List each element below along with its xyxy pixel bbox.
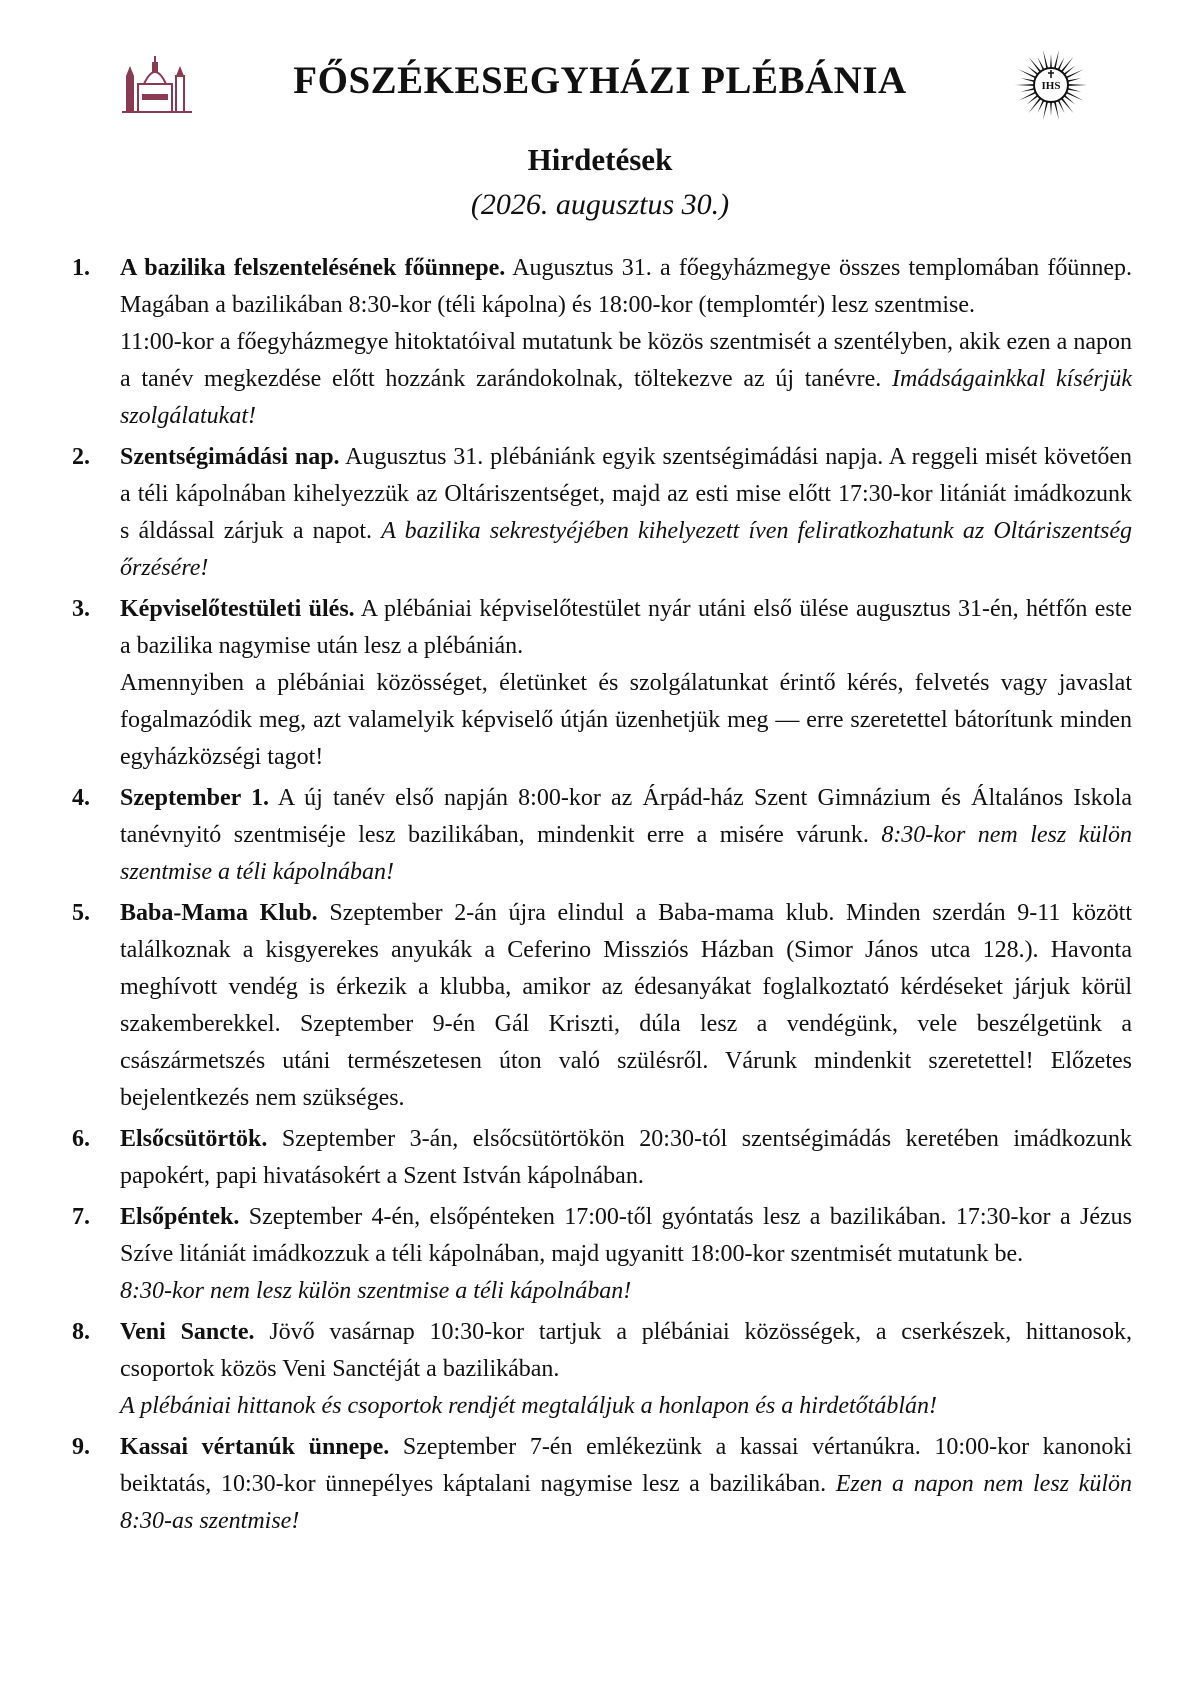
- sunburst-ray: [1029, 97, 1042, 113]
- list-item: [72, 1429, 1132, 1540]
- page-subtitle: Hirdetések: [527, 142, 673, 177]
- item-number: 2.: [72, 444, 90, 470]
- item-number: 4.: [72, 785, 90, 811]
- item-text: A új tanév első napján 8:00-kor az Árpád-ház Szent Gimnázium és Általános Iskola tanévnyitó szentmiséje lesz bazilikában, mindenkit erre a misére várunk.: [120, 785, 1132, 848]
- ihs-monogram: IHS: [1041, 80, 1061, 92]
- item-number: 5.: [72, 900, 90, 926]
- item-note: A bazilika sekrestyéjében kihelyezett íven feliratkozhatunk az Oltáriszentség őrzésére!: [120, 518, 1133, 581]
- item-number: 6.: [72, 1126, 90, 1152]
- item-note: A plébániai hittanok és csoportok rendjét megtaláljuk a honlapon és a hirdetőtáblán!: [120, 1393, 938, 1419]
- item-number: 8.: [72, 1319, 90, 1345]
- sunburst-ray: [1019, 91, 1037, 101]
- sunburst-ray: [1015, 84, 1035, 86]
- item-title: Kassai vértanúk ünnepe.: [120, 1434, 390, 1460]
- sunburst-ray: [1054, 50, 1059, 70]
- item-note: Imádságainkkal kísérjük szolgálatukat!: [120, 366, 1132, 429]
- sunburst-ray: [1060, 97, 1073, 113]
- sunburst-ray: [1019, 69, 1037, 79]
- list-item: [72, 780, 1132, 891]
- item-text: Augusztus 31. a főegyházmegye összes templomában főünnep. Magában a bazilikában 8:30-kor (téli kápolna) és 18:00-kor (templomtér) lesz szentmise.: [120, 255, 1133, 318]
- page-header: [0, 48, 1200, 128]
- list-item: [72, 1314, 1132, 1425]
- item-note: 8:30-kor nem lesz külön szentmise a téli kápolnában!: [120, 822, 1133, 885]
- sunburst-ray: [1065, 91, 1083, 101]
- item-text: Augusztus 31. plébániánk egyik szentségimádási napja. A reggeli misét követően a téli kápolnában kihelyezzük az Oltáriszentséget, majd az esti mise előtt 17:30-kor litániát imádkozunk s áldással zárjuk a napot.: [120, 444, 1132, 544]
- sunburst-ray: [1067, 84, 1087, 86]
- list-item: [72, 591, 1132, 776]
- item-note: Ezen a napon nem lesz külön 8:30-as szentmise!: [120, 1471, 1132, 1534]
- list-item: [72, 1199, 1132, 1310]
- item-title: Szeptember 1.: [120, 785, 270, 811]
- sunburst-ray: [1060, 57, 1073, 73]
- page-title: FŐSZÉKESEGYHÁZI PLÉBÁNIA: [293, 59, 907, 102]
- item-title: Elsőcsütörtök.: [120, 1126, 268, 1152]
- item-title: Szentségimádási nap.: [120, 444, 340, 470]
- item-text: Amennyiben a plébániai közösséget, életünket és szolgálatunkat érintő kérés, felvetés vagy javaslat fogalmazódik meg, azt valamelyik képviselő útján üzenhetjük meg — erre szeretettel bátorítunk minden egyházközségi tagot!: [120, 670, 1132, 770]
- item-text: Jövő vasárnap 10:30-kor tartjuk a plébániai közösségek, a cserkészek, hittanosok, csoportok közös Veni Sanctéját a bazilikában.: [120, 1319, 1132, 1382]
- item-text: Szeptember 7-én emlékezünk a kassai vértanúkra. 10:00-kor kanonoki beiktatás, 10:30-kor ünnepélyes káptalani nagymise lesz a bazilikában.: [120, 1434, 1132, 1497]
- item-number: 3.: [72, 596, 90, 622]
- sunburst-ray: [1065, 69, 1083, 79]
- list-item: [72, 439, 1132, 587]
- item-text: A plébániai képviselőtestület nyár utáni első ülése augusztus 31-én, hétfőn este a bazilika nagymise után lesz a plébánián.: [120, 596, 1133, 659]
- list-item: [72, 250, 1132, 435]
- item-title: Képviselőtestületi ülés.: [120, 596, 355, 622]
- item-title: Elsőpéntek.: [120, 1204, 240, 1230]
- item-number: 7.: [72, 1204, 90, 1230]
- item-note: 8:30-kor nem lesz külön szentmise a téli kápolnában!: [120, 1278, 632, 1304]
- sunburst-ray: [1050, 101, 1052, 116]
- sunburst-ray: [1029, 57, 1042, 73]
- announcement-date: (2026. augusztus 30.): [470, 188, 730, 221]
- item-text: Szeptember 4-én, elsőpénteken 17:00-től gyóntatás lesz a bazilikában. 17:30-kor a Jézus Szíve litániát imádkozzuk a téli kápolnában, majd ugyanitt 18:00-kor szentmisét mutatunk be.: [120, 1204, 1132, 1267]
- list-item: [72, 895, 1132, 1117]
- sunburst-ray: [1043, 50, 1048, 70]
- item-title: Baba-Mama Klub.: [120, 900, 318, 926]
- item-title: A bazilika felszentelésének főünnepe.: [120, 255, 506, 281]
- list-item: [72, 1121, 1132, 1195]
- item-text: Szeptember 2-án újra elindul a Baba-mama klub. Minden szerdán 9-11 között találkoznak a kisgyerekes anyukák a Ceferino Missziós Házban (Simor János utca 128.). Havonta meghívott vendég is érkezik a klubba, amikor az édesanyákat foglalkoztató kérdéseket járjuk körül szakemberekkel. Szeptember 9-én Gál Kriszti, dúla lesz a vendégünk, vele beszélgetünk a császármetszés utáni természetesen úton való szülésről. Várunk mindenkit szeretettel! Előzetes bejelentkezés nem szükséges.: [120, 900, 1132, 1111]
- item-text: Szeptember 3-án, elsőcsütörtökön 20:30-tól szentségimádás keretében imádkozunk papokért, papi hivatásokért a Szent István kápolnában.: [120, 1126, 1132, 1189]
- sunburst-ray: [1054, 100, 1059, 120]
- item-title: Veni Sancte.: [120, 1319, 255, 1345]
- item-number: 9.: [72, 1434, 90, 1460]
- announcement-list: [72, 250, 1132, 1544]
- ihs-sunburst-icon: [1014, 48, 1088, 122]
- item-number: 1.: [72, 255, 90, 281]
- sunburst-ray: [1043, 100, 1048, 120]
- sunburst-ray: [1050, 54, 1052, 69]
- item-text: 11:00-kor a főegyházmegye hitoktatóival mutatunk be közös szentmisét a szentélyben, akik ezen a napon a tanév megkezdése előtt hozzánk zarándokolnak, töltekezve az új tanévre.: [120, 329, 1132, 392]
